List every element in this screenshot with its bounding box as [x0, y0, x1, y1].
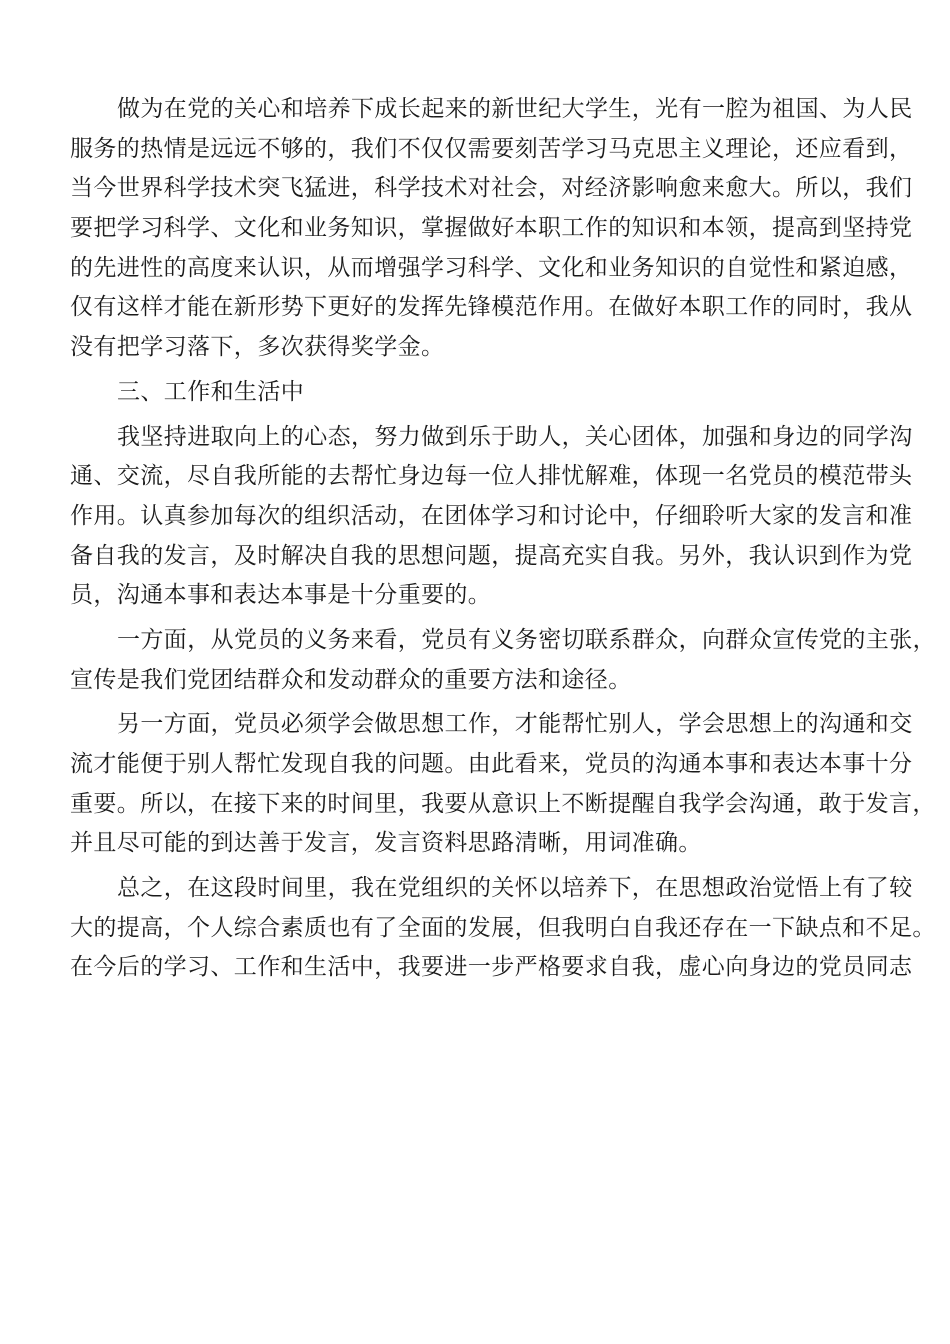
paragraph-conclusion	[70, 869, 936, 988]
text-line: 要把学习科学、文化和业务知识，掌握做好本职工作的知识和本领，提高到坚持党	[70, 215, 913, 242]
text-line: 重要。所以，在接下来的时间里，我要从意识上不断提醒自我学会沟通，敢于发言，	[70, 790, 936, 817]
text-line: 流才能便于别人帮忙发现自我的问题。由此看来，党员的沟通本事和表达本事十分	[70, 751, 913, 777]
paragraph-one-hand	[70, 621, 936, 700]
text-line: 在今后的学习、工作和生活中，我要进一步严格要求自我，虚心向身边的党员同志	[70, 954, 913, 981]
section-heading	[70, 373, 890, 413]
text-line: 员，沟通本事和表达本事是十分重要的。	[70, 582, 492, 609]
text-line: 一方面，从党员的义务来看，党员有义务密切联系群众，向群众宣传党的主张，	[117, 626, 936, 653]
paragraph-work-life	[70, 418, 913, 616]
text-line: 作用。认真参加每次的组织活动，在团体学习和讨论中，仔细聆听大家的发言和准	[70, 502, 913, 529]
heading-text: 三、工作和生活中	[117, 378, 305, 405]
text-line: 备自我的发言，及时解决自我的思想问题，提高充实自我。另外，我认识到作为党	[70, 542, 913, 569]
text-line: 并且尽可能的到达善于发言，发言资料思路清晰，用词准确。	[70, 830, 702, 857]
text-line: 服务的热情是远远不够的，我们不仅仅需要刻苦学习马克思主义理论，还应看到，	[70, 135, 913, 162]
text-line: 另一方面，党员必须学会做思想工作，才能帮忙别人，学会思想上的沟通和交	[117, 711, 913, 738]
text-line: 做为在党的关心和培养下成长起来的新世纪大学生，光有一腔为祖国、为人民	[117, 96, 913, 122]
text-line: 宣传是我们党团结群众和发动群众的重要方法和途径。	[70, 666, 632, 693]
text-line: 总之，在这段时间里，我在党组织的关怀以培养下，在思想政治觉悟上有了较	[117, 875, 913, 902]
text-line: 大的提高，个人综合素质也有了全面的发展，但我明白自我还存在一下缺点和不足。	[70, 914, 936, 941]
paragraph-study	[70, 90, 913, 368]
text-line: 仅有这样才能在新形势下更好的发挥先锋模范作用。在做好本职工作的同时，我从	[70, 294, 913, 321]
text-line: 的先进性的高度来认识，从而增强学习科学、文化和业务知识的自觉性和紧迫感，	[70, 254, 913, 281]
paragraph-other-hand	[70, 705, 936, 864]
text-line: 我坚持进取向上的心态，努力做到乐于助人，关心团体，加强和身边的同学沟	[117, 423, 913, 450]
text-line: 通、交流，尽自我所能的去帮忙身边每一位人排忧解难，体现一名党员的模范带头	[70, 463, 913, 490]
document-page	[70, 90, 936, 988]
text-line: 没有把学习落下，多次获得奖学金。	[70, 334, 445, 361]
text-line: 当今世界科学技术突飞猛进，科学技术对社会，对经济影响愈来愈大。所以，我们	[70, 175, 913, 202]
